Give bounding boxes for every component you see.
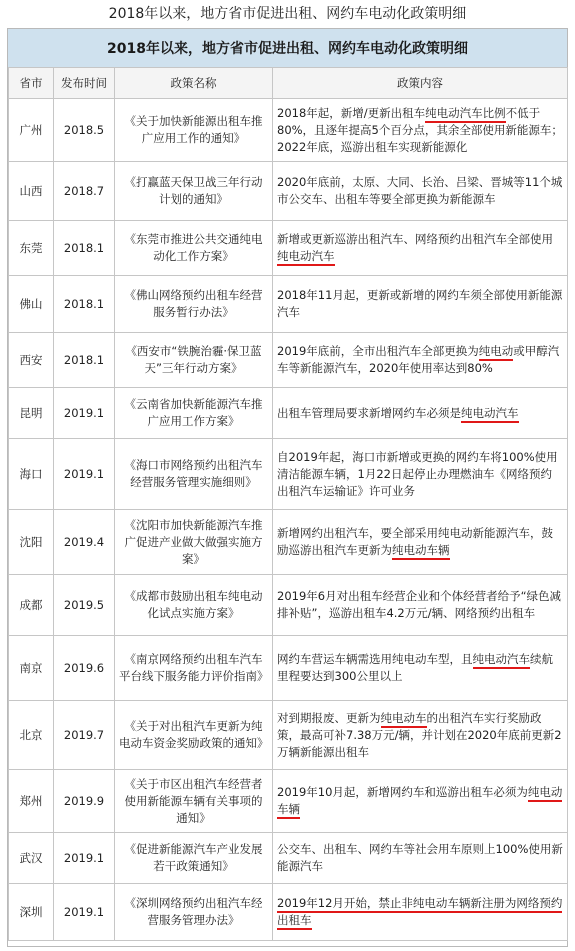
table-row	[9, 770, 568, 833]
cell-policy-name: 《东莞市推进公共交通纯电动化工作方案》	[115, 221, 273, 276]
cell-policy-content	[273, 221, 568, 276]
cell-policy-name: 《佛山网络预约出租车经营服务暂行办法》	[115, 276, 273, 333]
table-banner-title: 2018年以来，地方省市促进出租、网约车电动化政策明细	[8, 29, 567, 68]
content-text: 2020年底前，太原、大同、长治、吕梁、晋城等11个城市公交车、出租车等要全部更换为新能源车	[277, 175, 563, 206]
table-row	[9, 333, 568, 388]
cell-city: 西安	[9, 333, 54, 388]
table-body	[9, 99, 568, 941]
page-title: 2018年以来，地方省市促进出租、网约车电动化政策明细	[108, 6, 467, 22]
content-text: 网约车营运车辆需选用纯电动车型，且	[277, 652, 473, 666]
cell-date: 2019.7	[54, 701, 115, 770]
table-row	[9, 884, 568, 941]
cell-date: 2019.1	[54, 884, 115, 941]
cell-date: 2019.1	[54, 388, 115, 439]
content-highlight: 纯电动车辆	[392, 543, 450, 560]
content-text: 2018年11月起，更新或新增的网约车须全部使用新能源汽车	[277, 288, 563, 319]
cell-policy-name: 《云南省加快新能源汽车推广应用工作方案》	[115, 388, 273, 439]
cell-city: 深圳	[9, 884, 54, 941]
cell-policy-name: 《西安市“铁腕治霾·保卫蓝天”三年行动方案》	[115, 333, 273, 388]
cell-policy-content	[273, 884, 568, 941]
cell-policy-content	[273, 770, 568, 833]
cell-policy-content	[273, 701, 568, 770]
cell-date: 2019.1	[54, 833, 115, 884]
cell-policy-content	[273, 575, 568, 636]
content-highlight: 纯电动汽车比例	[425, 106, 506, 123]
table-row	[9, 439, 568, 510]
cell-policy-name: 《关于市区出租汽车经营者使用新能源车辆有关事项的通知》	[115, 770, 273, 833]
cell-policy-content	[273, 162, 568, 221]
cell-city: 南京	[9, 636, 54, 701]
cell-date: 2019.4	[54, 510, 115, 575]
table-row	[9, 833, 568, 884]
table-row	[9, 636, 568, 701]
cell-city: 广州	[9, 99, 54, 162]
cell-date: 2018.5	[54, 99, 115, 162]
cell-policy-content	[273, 276, 568, 333]
cell-city: 山西	[9, 162, 54, 221]
cell-policy-content	[273, 333, 568, 388]
cell-policy-name: 《沈阳市加快新能源汽车推广促进产业做大做强实施方案》	[115, 510, 273, 575]
content-text-after: 续航里程要达到300公里以上	[277, 652, 553, 683]
content-highlight: 纯电动	[479, 344, 514, 361]
cell-policy-content	[273, 388, 568, 439]
content-highlight: 纯电动车	[381, 711, 427, 728]
cell-date: 2018.7	[54, 162, 115, 221]
cell-city: 沈阳	[9, 510, 54, 575]
policy-table-card	[7, 28, 568, 947]
cell-policy-name: 《促进新能源汽车产业发展若干政策通知》	[115, 833, 273, 884]
header-date: 发布时间	[54, 68, 115, 99]
cell-date: 2019.1	[54, 439, 115, 510]
header-name: 政策名称	[115, 68, 273, 99]
table-row	[9, 575, 568, 636]
content-text: 公交车、出租车、网约车等社会用车原则上100%使用新能源汽车	[277, 842, 563, 873]
table-row	[9, 276, 568, 333]
table-row	[9, 388, 568, 439]
cell-policy-content	[273, 636, 568, 701]
cell-policy-content	[273, 510, 568, 575]
cell-date: 2018.1	[54, 276, 115, 333]
content-text: 2018年起，新增/更新出租车	[277, 105, 426, 120]
content-text-after: 的出租汽车实行奖励政策，最高可补7.38万元/辆，并计划在2020年底前更新2万辆新能源出租车	[277, 710, 562, 759]
cell-city: 东莞	[9, 221, 54, 276]
cell-city: 武汉	[9, 833, 54, 884]
cell-city: 北京	[9, 701, 54, 770]
cell-city: 郑州	[9, 770, 54, 833]
content-text-after: 或甲醇汽车等新能源汽车，2020年使用率达到80%	[277, 344, 560, 375]
content-highlight: 纯电动车辆	[277, 785, 562, 819]
cell-city: 成都	[9, 575, 54, 636]
cell-city: 佛山	[9, 276, 54, 333]
table-row	[9, 701, 568, 770]
content-text: 出租车管理局要求新增网约车必须是	[277, 405, 461, 420]
cell-policy-name: 《关于对出租汽车更新为纯电动车资金奖励政策的通知》	[115, 701, 273, 770]
cell-policy-name: 《南京网络预约出租车汽车平台线下服务能力评价指南》	[115, 636, 273, 701]
cell-city: 海口	[9, 439, 54, 510]
content-text: 自2019年起，海口市新增或更换的网约车将100%使用清洁能源车辆，1月22日起停止办理燃油车《网络预约出租汽车运输证》许可业务	[277, 449, 558, 498]
content-text: 2019年6月对出租车经营企业和个体经营者给予“绿色减排补贴”，巡游出租车4.2万元/辆、网络预约出租车	[277, 589, 562, 620]
cell-date: 2018.1	[54, 333, 115, 388]
cell-policy-name: 《关于加快新能源出租车推广应用工作的通知》	[115, 99, 273, 162]
content-text: 2019年10月起，新增网约车和巡游出租车必须为	[277, 785, 528, 799]
cell-date: 2018.1	[54, 221, 115, 276]
table-row	[9, 162, 568, 221]
cell-city: 昆明	[9, 388, 54, 439]
cell-policy-name: 《深圳网络预约出租汽车经营服务管理办法》	[115, 884, 273, 941]
cell-policy-name: 《打赢蓝天保卫战三年行动计划的通知》	[115, 162, 273, 221]
cell-date: 2019.9	[54, 770, 115, 833]
table-row	[9, 221, 568, 276]
content-text-after: 不低于80%，且逐年提高5个百分点，其余全部使用新能源车；2022年底，巡游出租车实现新能源化	[277, 105, 563, 154]
cell-date: 2019.5	[54, 575, 115, 636]
cell-policy-content	[273, 439, 568, 510]
cell-date: 2019.6	[54, 636, 115, 701]
cell-policy-content	[273, 99, 568, 162]
cell-policy-name: 《成都市鼓励出租车纯电动化试点实施方案》	[115, 575, 273, 636]
content-text: 2019年底前，全市出租汽车全部更换为	[277, 344, 479, 358]
content-highlight: 纯电动汽车	[277, 249, 335, 266]
cell-policy-content	[273, 833, 568, 884]
header-city: 省市	[9, 68, 54, 99]
content-highlight: 2019年12月开始，禁止非纯电动车辆新注册为网络预约出租车	[277, 896, 562, 930]
cell-policy-name: 《海口市网络预约出租汽车经营服务管理实施细则》	[115, 439, 273, 510]
content-text: 新增或更新巡游出租汽车、网络预约出租汽车全部使用	[277, 232, 553, 246]
content-text: 新增网约出租汽车，要全部采用纯电动新能源汽车，鼓励巡游出租汽车更新为	[277, 526, 553, 557]
table-row	[9, 99, 568, 162]
header-content: 政策内容	[273, 68, 568, 99]
policy-table	[8, 67, 568, 941]
table-header-row	[9, 68, 568, 99]
content-text: 对到期报废、更新为	[277, 710, 381, 725]
content-highlight: 纯电动汽车	[473, 652, 531, 669]
content-highlight: 纯电动汽车	[461, 406, 519, 423]
table-row	[9, 510, 568, 575]
